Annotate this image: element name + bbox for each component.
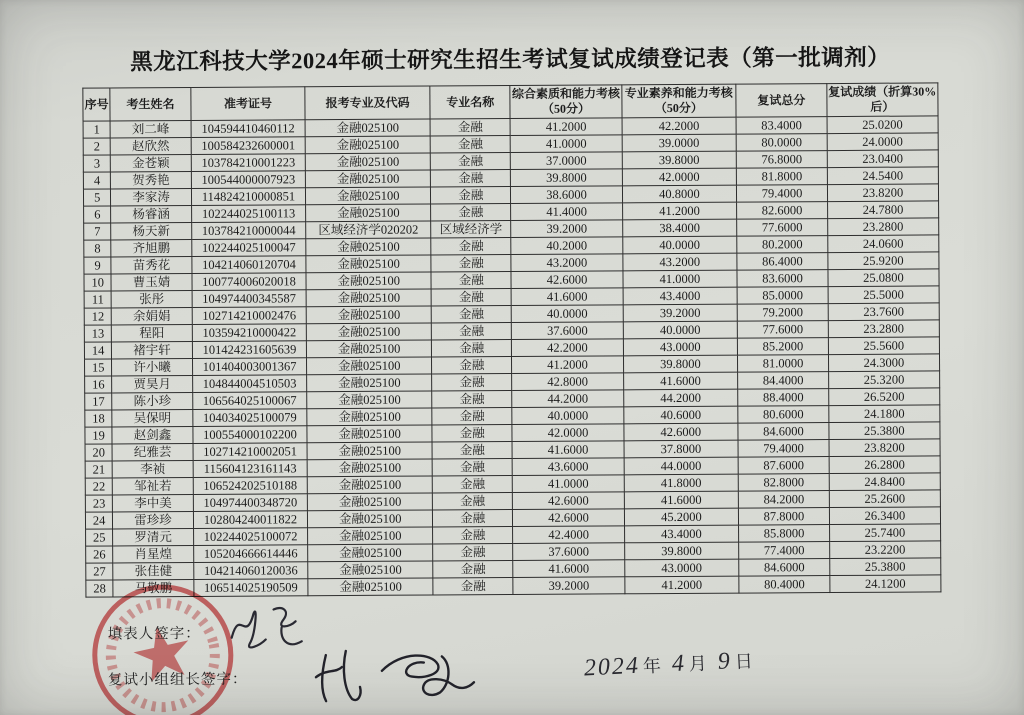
comprehensive-quality-score-cell: 37.0000 xyxy=(511,152,622,170)
candidate-name-cell: 李祯 xyxy=(112,460,192,477)
professional-ability-score-cell: 39.0000 xyxy=(622,134,737,152)
candidate-name-cell: 刘二峰 xyxy=(110,120,190,137)
converted-score-cell: 25.0200 xyxy=(827,116,938,134)
admission-ticket-number-cell: 104594410460112 xyxy=(191,120,306,138)
candidate-name-cell: 曹玉婧 xyxy=(111,273,191,290)
comprehensive-quality-score-cell: 42.4000 xyxy=(513,526,624,544)
applied-major-code-cell: 金融025100 xyxy=(307,408,432,426)
comprehensive-quality-score-cell: 43.6000 xyxy=(513,458,624,476)
converted-score-cell: 25.3800 xyxy=(829,422,940,440)
comprehensive-quality-score-cell: 37.6000 xyxy=(513,543,624,561)
admission-ticket-number-cell: 104844004510503 xyxy=(192,375,307,393)
candidate-name-cell: 金苍颖 xyxy=(111,154,191,171)
applied-major-code-cell: 金融025100 xyxy=(307,391,432,409)
admission-ticket-number-cell: 104974400345587 xyxy=(192,290,307,308)
applied-major-code-cell: 金融025100 xyxy=(307,459,432,477)
candidate-name-cell: 赵欣然 xyxy=(111,137,191,154)
candidate-name-cell: 纪雅芸 xyxy=(112,443,192,460)
admission-ticket-number-cell: 103784210001223 xyxy=(191,154,306,172)
seq-cell: 8 xyxy=(84,240,111,257)
admission-ticket-number-cell: 101404003001367 xyxy=(192,358,307,376)
major-name-cell: 金融 xyxy=(430,119,510,136)
candidate-name-cell: 许小曦 xyxy=(112,358,192,375)
applied-major-code-cell: 金融025100 xyxy=(307,442,432,460)
professional-ability-score-cell: 43.0000 xyxy=(624,559,739,577)
seq-cell: 2 xyxy=(83,138,110,155)
major-name-cell: 金融 xyxy=(431,187,511,204)
comprehensive-quality-score-cell: 43.2000 xyxy=(511,254,622,272)
candidate-name-cell: 李家涛 xyxy=(111,188,191,205)
score-table-head xyxy=(83,83,938,121)
admission-ticket-number-cell: 115604123161143 xyxy=(193,460,308,478)
converted-score-cell: 25.5000 xyxy=(828,286,939,304)
major-name-cell: 金融 xyxy=(432,340,512,357)
applied-major-code-cell: 金融025100 xyxy=(307,374,432,392)
candidate-name-cell: 苗秀花 xyxy=(111,256,191,273)
applied-major-code-cell: 金融025100 xyxy=(308,561,433,579)
comprehensive-quality-score-cell: 41.4000 xyxy=(511,203,622,221)
comprehensive-quality-score-cell: 42.6000 xyxy=(513,509,624,527)
professional-ability-score-cell: 43.0000 xyxy=(623,338,738,356)
filler-signature-label: 填表人签字： xyxy=(107,625,201,643)
table-header-row xyxy=(83,83,938,121)
candidate-name-cell: 李中美 xyxy=(113,494,193,511)
date-year: 2024 xyxy=(583,652,641,682)
admission-ticket-number-cell: 100554000102200 xyxy=(193,426,308,444)
admission-ticket-number-cell: 102804240011822 xyxy=(193,511,308,529)
seq-cell: 22 xyxy=(85,478,112,495)
retest-total-score-cell: 84.6000 xyxy=(738,423,829,441)
professional-ability-score-cell: 44.2000 xyxy=(623,389,738,407)
comprehensive-quality-score-cell: 39.2000 xyxy=(511,220,622,238)
admission-ticket-number-cell: 106564025100067 xyxy=(192,392,307,410)
page-title: 黑龙江科技大学2024年硕士研究生招生考试复试成绩登记表（第一批调剂） xyxy=(130,44,891,75)
retest-total-score-cell: 79.2000 xyxy=(737,304,828,322)
candidate-name-cell: 贺秀艳 xyxy=(111,171,191,188)
seq-cell: 24 xyxy=(85,512,112,529)
converted-score-cell: 23.7600 xyxy=(828,303,939,321)
converted-score-cell: 23.2800 xyxy=(828,320,939,338)
seq-cell: 15 xyxy=(85,359,112,376)
comprehensive-quality-score-cell: 41.0000 xyxy=(513,475,624,493)
candidate-name-cell: 杨天新 xyxy=(111,222,191,239)
seq-cell: 16 xyxy=(85,376,112,393)
comprehensive-quality-score-cell: 40.0000 xyxy=(512,305,623,323)
professional-ability-score-cell: 38.4000 xyxy=(622,219,737,237)
seq-cell: 4 xyxy=(83,172,110,189)
converted-score-cell: 25.5600 xyxy=(828,337,939,355)
seq-cell: 21 xyxy=(85,461,112,478)
seq-cell: 3 xyxy=(83,155,110,172)
admission-ticket-number-cell: 100774006020018 xyxy=(192,273,307,291)
major-name-cell: 金融 xyxy=(433,526,513,543)
date-day-label: 日 xyxy=(734,651,755,672)
admission-ticket-number-cell: 106524202510188 xyxy=(193,477,308,495)
comprehensive-quality-score-cell: 42.2000 xyxy=(512,339,623,357)
major-name-cell: 金融 xyxy=(431,204,511,221)
comprehensive-quality-score-cell: 41.6000 xyxy=(512,288,623,306)
major-name-cell: 金融 xyxy=(430,153,510,170)
column-header: 准考证号 xyxy=(191,87,306,121)
retest-total-score-cell: 80.4000 xyxy=(739,576,830,594)
date-year-label: 年 xyxy=(642,655,663,677)
major-name-cell: 金融 xyxy=(431,323,511,340)
converted-score-cell: 23.8200 xyxy=(827,184,938,202)
retest-total-score-cell: 87.8000 xyxy=(739,508,830,526)
seq-cell: 20 xyxy=(85,444,112,461)
seq-cell: 14 xyxy=(84,342,111,359)
comprehensive-quality-score-cell: 40.0000 xyxy=(512,407,623,425)
professional-ability-score-cell: 41.2000 xyxy=(622,202,737,220)
retest-total-score-cell: 80.6000 xyxy=(738,406,829,424)
comprehensive-quality-score-cell: 42.6000 xyxy=(511,271,622,289)
comprehensive-quality-score-cell: 39.2000 xyxy=(513,577,624,595)
professional-ability-score-cell: 39.8000 xyxy=(623,355,738,373)
admission-ticket-number-cell: 104034025100079 xyxy=(193,409,308,427)
professional-ability-score-cell: 40.0000 xyxy=(623,321,738,339)
professional-ability-score-cell: 43.2000 xyxy=(622,253,737,271)
professional-ability-score-cell: 40.6000 xyxy=(623,406,738,424)
admission-ticket-number-cell: 106514025190509 xyxy=(194,579,309,597)
applied-major-code-cell: 金融025100 xyxy=(306,289,431,307)
major-name-cell: 金融 xyxy=(433,543,513,560)
candidate-name-cell: 赵剑鑫 xyxy=(112,426,192,443)
retest-total-score-cell: 84.2000 xyxy=(738,491,829,509)
candidate-name-cell: 肖星煌 xyxy=(113,545,193,562)
retest-total-score-cell: 85.0000 xyxy=(737,287,828,305)
admission-ticket-number-cell: 100544000007923 xyxy=(191,171,306,189)
candidate-name-cell: 褚宇轩 xyxy=(112,341,192,358)
major-name-cell: 金融 xyxy=(432,458,512,475)
converted-score-cell: 24.8400 xyxy=(829,473,940,491)
admission-ticket-number-cell: 105204666614446 xyxy=(193,545,308,563)
comprehensive-quality-score-cell: 42.0000 xyxy=(512,424,623,442)
seq-cell: 6 xyxy=(84,206,111,223)
score-table-body xyxy=(83,116,941,597)
retest-total-score-cell: 80.0000 xyxy=(736,134,827,152)
candidate-name-cell: 程阳 xyxy=(112,324,192,341)
comprehensive-quality-score-cell: 38.6000 xyxy=(511,186,622,204)
seq-cell: 19 xyxy=(85,427,112,444)
candidate-name-cell: 邹祉若 xyxy=(113,477,193,494)
retest-total-score-cell: 87.6000 xyxy=(738,457,829,475)
leader-signature-handwriting xyxy=(310,640,482,709)
candidate-name-cell: 吴保明 xyxy=(112,409,192,426)
professional-ability-score-cell: 43.4000 xyxy=(623,287,738,305)
retest-total-score-cell: 81.8000 xyxy=(737,168,828,186)
seq-cell: 11 xyxy=(84,291,111,308)
converted-score-cell: 25.9200 xyxy=(828,252,939,270)
major-name-cell: 金融 xyxy=(430,136,510,153)
applied-major-code-cell: 金融025100 xyxy=(308,510,433,528)
column-header: 考生姓名 xyxy=(110,87,191,120)
converted-score-cell: 25.3800 xyxy=(830,558,941,576)
applied-major-code-cell: 金融025100 xyxy=(306,153,431,171)
applied-major-code-cell: 金融025100 xyxy=(305,119,430,137)
applied-major-code-cell: 金融025100 xyxy=(306,187,431,205)
converted-score-cell: 24.7800 xyxy=(827,201,938,219)
admission-ticket-number-cell: 104214060120704 xyxy=(192,256,307,274)
admission-ticket-number-cell: 103784210000044 xyxy=(191,222,306,240)
candidate-name-cell: 余娟娟 xyxy=(112,307,192,324)
admission-ticket-number-cell: 102244025100113 xyxy=(191,205,306,223)
converted-score-cell: 23.0400 xyxy=(827,150,938,168)
retest-total-score-cell: 83.6000 xyxy=(737,270,828,288)
major-name-cell: 金融 xyxy=(430,170,510,187)
column-header: 专业名称 xyxy=(430,86,511,119)
admission-ticket-number-cell: 101424231605639 xyxy=(192,341,307,359)
applied-major-code-cell: 金融025100 xyxy=(307,357,432,375)
retest-group-leader-signature-label: 复试小组组长签字： xyxy=(107,671,248,689)
seq-cell: 10 xyxy=(84,274,111,291)
converted-score-cell: 25.0800 xyxy=(828,269,939,287)
major-name-cell: 区域经济学 xyxy=(431,221,511,238)
admission-ticket-number-cell: 102714210002476 xyxy=(192,307,307,325)
converted-score-cell: 24.1200 xyxy=(830,575,941,593)
professional-ability-score-cell: 42.2000 xyxy=(622,117,737,135)
seq-cell: 26 xyxy=(86,546,113,563)
applied-major-code-cell: 金融025100 xyxy=(305,136,430,154)
seq-cell: 1 xyxy=(83,121,110,138)
major-name-cell: 金融 xyxy=(433,509,513,526)
applied-major-code-cell: 金融025100 xyxy=(307,425,432,443)
column-header: 复试总分 xyxy=(736,84,827,118)
retest-total-score-cell: 84.6000 xyxy=(739,559,830,577)
handwritten-date xyxy=(583,647,764,683)
column-header: 专业素养和能力考核（50分） xyxy=(621,84,736,118)
major-name-cell: 金融 xyxy=(433,577,513,594)
retest-total-score-cell: 77.6000 xyxy=(737,219,828,237)
major-name-cell: 金融 xyxy=(432,475,512,492)
applied-major-code-cell: 金融025100 xyxy=(308,476,433,494)
candidate-name-cell: 贾昊月 xyxy=(112,375,192,392)
candidate-name-cell: 罗清元 xyxy=(113,528,193,545)
admission-ticket-number-cell: 103594210000422 xyxy=(192,324,307,342)
professional-ability-score-cell: 41.2000 xyxy=(624,576,739,594)
seq-cell: 9 xyxy=(84,257,111,274)
comprehensive-quality-score-cell: 41.0000 xyxy=(511,135,622,153)
professional-ability-score-cell: 42.6000 xyxy=(624,423,739,441)
comprehensive-quality-score-cell: 41.6000 xyxy=(513,560,624,578)
professional-ability-score-cell: 41.0000 xyxy=(623,270,738,288)
date-month-label: 月 xyxy=(688,653,709,675)
converted-score-cell: 23.2800 xyxy=(827,218,938,236)
comprehensive-quality-score-cell: 42.8000 xyxy=(512,373,623,391)
converted-score-cell: 25.7400 xyxy=(829,524,940,542)
applied-major-code-cell: 金融025100 xyxy=(308,578,433,596)
converted-score-cell: 23.2200 xyxy=(829,541,940,559)
professional-ability-score-cell: 41.6000 xyxy=(624,491,739,509)
applied-major-code-cell: 金融025100 xyxy=(307,340,432,358)
applied-major-code-cell: 区域经济学020202 xyxy=(306,221,431,239)
major-name-cell: 金融 xyxy=(431,238,511,255)
converted-score-cell: 26.2800 xyxy=(829,456,940,474)
professional-ability-score-cell: 40.0000 xyxy=(622,236,737,254)
converted-score-cell: 25.2600 xyxy=(829,490,940,508)
applied-major-code-cell: 金融025100 xyxy=(306,255,431,273)
major-name-cell: 金融 xyxy=(432,357,512,374)
applied-major-code-cell: 金融025100 xyxy=(306,204,431,222)
comprehensive-quality-score-cell: 39.8000 xyxy=(511,169,622,187)
professional-ability-score-cell: 39.2000 xyxy=(623,304,738,322)
professional-ability-score-cell: 39.8000 xyxy=(624,542,739,560)
column-header: 报考专业及代码 xyxy=(305,86,430,120)
column-header: 综合素质和能力考核（50分） xyxy=(510,85,621,119)
retest-total-score-cell: 81.0000 xyxy=(738,355,829,373)
converted-score-cell: 24.1800 xyxy=(829,405,940,423)
converted-score-cell: 26.5200 xyxy=(828,388,939,406)
applied-major-code-cell: 金融025100 xyxy=(308,493,433,511)
converted-score-cell: 25.3200 xyxy=(828,371,939,389)
retest-total-score-cell: 82.8000 xyxy=(738,474,829,492)
candidate-name-cell: 杨睿涵 xyxy=(111,205,191,222)
admission-ticket-number-cell: 102244025100072 xyxy=(193,528,308,546)
retest-total-score-cell: 79.4000 xyxy=(737,185,828,203)
seq-cell: 23 xyxy=(85,495,112,512)
comprehensive-quality-score-cell: 41.6000 xyxy=(512,441,623,459)
converted-score-cell: 23.8200 xyxy=(829,439,940,457)
column-header: 序号 xyxy=(83,88,111,121)
seq-cell: 5 xyxy=(83,189,110,206)
comprehensive-quality-score-cell: 42.6000 xyxy=(513,492,624,510)
seq-cell: 17 xyxy=(85,393,112,410)
major-name-cell: 金融 xyxy=(433,560,513,577)
retest-total-score-cell: 76.8000 xyxy=(736,151,827,169)
major-name-cell: 金融 xyxy=(431,306,511,323)
retest-total-score-cell: 86.4000 xyxy=(737,253,828,271)
seq-cell: 18 xyxy=(85,410,112,427)
comprehensive-quality-score-cell: 44.2000 xyxy=(512,390,623,408)
converted-score-cell: 24.5400 xyxy=(827,167,938,185)
filler-signature-handwriting xyxy=(223,597,315,660)
date-month: 4 xyxy=(671,650,687,678)
professional-ability-score-cell: 37.8000 xyxy=(624,440,739,458)
retest-total-score-cell: 84.4000 xyxy=(738,372,829,390)
applied-major-code-cell: 金融025100 xyxy=(308,527,433,545)
seq-cell: 25 xyxy=(86,529,113,546)
retest-total-score-cell: 77.6000 xyxy=(737,321,828,339)
retest-total-score-cell: 79.4000 xyxy=(738,440,829,458)
score-table xyxy=(82,82,941,597)
converted-score-cell: 24.0000 xyxy=(827,133,938,151)
seq-cell: 7 xyxy=(84,223,111,240)
admission-ticket-number-cell: 114824210000851 xyxy=(191,188,306,206)
major-name-cell: 金融 xyxy=(431,272,511,289)
admission-ticket-number-cell: 102244025100047 xyxy=(191,239,306,257)
retest-total-score-cell: 80.2000 xyxy=(737,236,828,254)
admission-ticket-number-cell: 100584232600001 xyxy=(191,137,306,155)
major-name-cell: 金融 xyxy=(432,441,512,458)
professional-ability-score-cell: 41.8000 xyxy=(624,474,739,492)
seq-cell: 28 xyxy=(86,580,113,597)
converted-score-cell: 26.3400 xyxy=(829,507,940,525)
professional-ability-score-cell: 43.4000 xyxy=(624,525,739,543)
retest-total-score-cell: 85.2000 xyxy=(738,338,829,356)
admission-ticket-number-cell: 102714210002051 xyxy=(193,443,308,461)
retest-total-score-cell: 82.6000 xyxy=(737,202,828,220)
professional-ability-score-cell: 40.8000 xyxy=(622,185,737,203)
comprehensive-quality-score-cell: 37.6000 xyxy=(512,322,623,340)
major-name-cell: 金融 xyxy=(432,407,512,424)
admission-ticket-number-cell: 104974400348720 xyxy=(193,494,308,512)
professional-ability-score-cell: 42.0000 xyxy=(622,168,737,186)
applied-major-code-cell: 金融025100 xyxy=(306,170,431,188)
major-name-cell: 金融 xyxy=(431,289,511,306)
seq-cell: 13 xyxy=(84,325,111,342)
retest-total-score-cell: 88.4000 xyxy=(738,389,829,407)
major-name-cell: 金融 xyxy=(432,424,512,441)
candidate-name-cell: 马敬鹏 xyxy=(113,579,193,596)
comprehensive-quality-score-cell: 41.2000 xyxy=(511,118,622,136)
applied-major-code-cell: 金融025100 xyxy=(307,323,432,341)
seq-cell: 12 xyxy=(84,308,111,325)
retest-total-score-cell: 83.4000 xyxy=(736,117,827,135)
comprehensive-quality-score-cell: 41.2000 xyxy=(512,356,623,374)
applied-major-code-cell: 金融025100 xyxy=(308,544,433,562)
candidate-name-cell: 张彤 xyxy=(111,290,191,307)
admission-ticket-number-cell: 104214060120036 xyxy=(193,562,308,580)
date-day: 9 xyxy=(717,648,733,675)
retest-total-score-cell: 77.4000 xyxy=(739,542,830,560)
converted-score-cell: 24.0600 xyxy=(828,235,939,253)
major-name-cell: 金融 xyxy=(432,373,512,390)
converted-score-cell: 24.3000 xyxy=(828,354,939,372)
applied-major-code-cell: 金融025100 xyxy=(306,238,431,256)
candidate-name-cell: 张佳健 xyxy=(113,562,193,579)
comprehensive-quality-score-cell: 40.2000 xyxy=(511,237,622,255)
applied-major-code-cell: 金融025100 xyxy=(306,272,431,290)
major-name-cell: 金融 xyxy=(432,492,512,509)
major-name-cell: 金融 xyxy=(432,390,512,407)
professional-ability-score-cell: 44.0000 xyxy=(624,457,739,475)
seq-cell: 27 xyxy=(86,563,113,580)
column-header: 复试成绩（折算30%后） xyxy=(827,83,938,117)
retest-total-score-cell: 85.8000 xyxy=(739,525,830,543)
professional-ability-score-cell: 41.6000 xyxy=(623,372,738,390)
professional-ability-score-cell: 39.8000 xyxy=(622,151,737,169)
professional-ability-score-cell: 45.2000 xyxy=(624,508,739,526)
applied-major-code-cell: 金融025100 xyxy=(306,306,431,324)
candidate-name-cell: 雷珍珍 xyxy=(113,511,193,528)
candidate-name-cell: 齐旭鹏 xyxy=(111,239,191,256)
candidate-name-cell: 陈小珍 xyxy=(112,392,192,409)
major-name-cell: 金融 xyxy=(431,255,511,272)
